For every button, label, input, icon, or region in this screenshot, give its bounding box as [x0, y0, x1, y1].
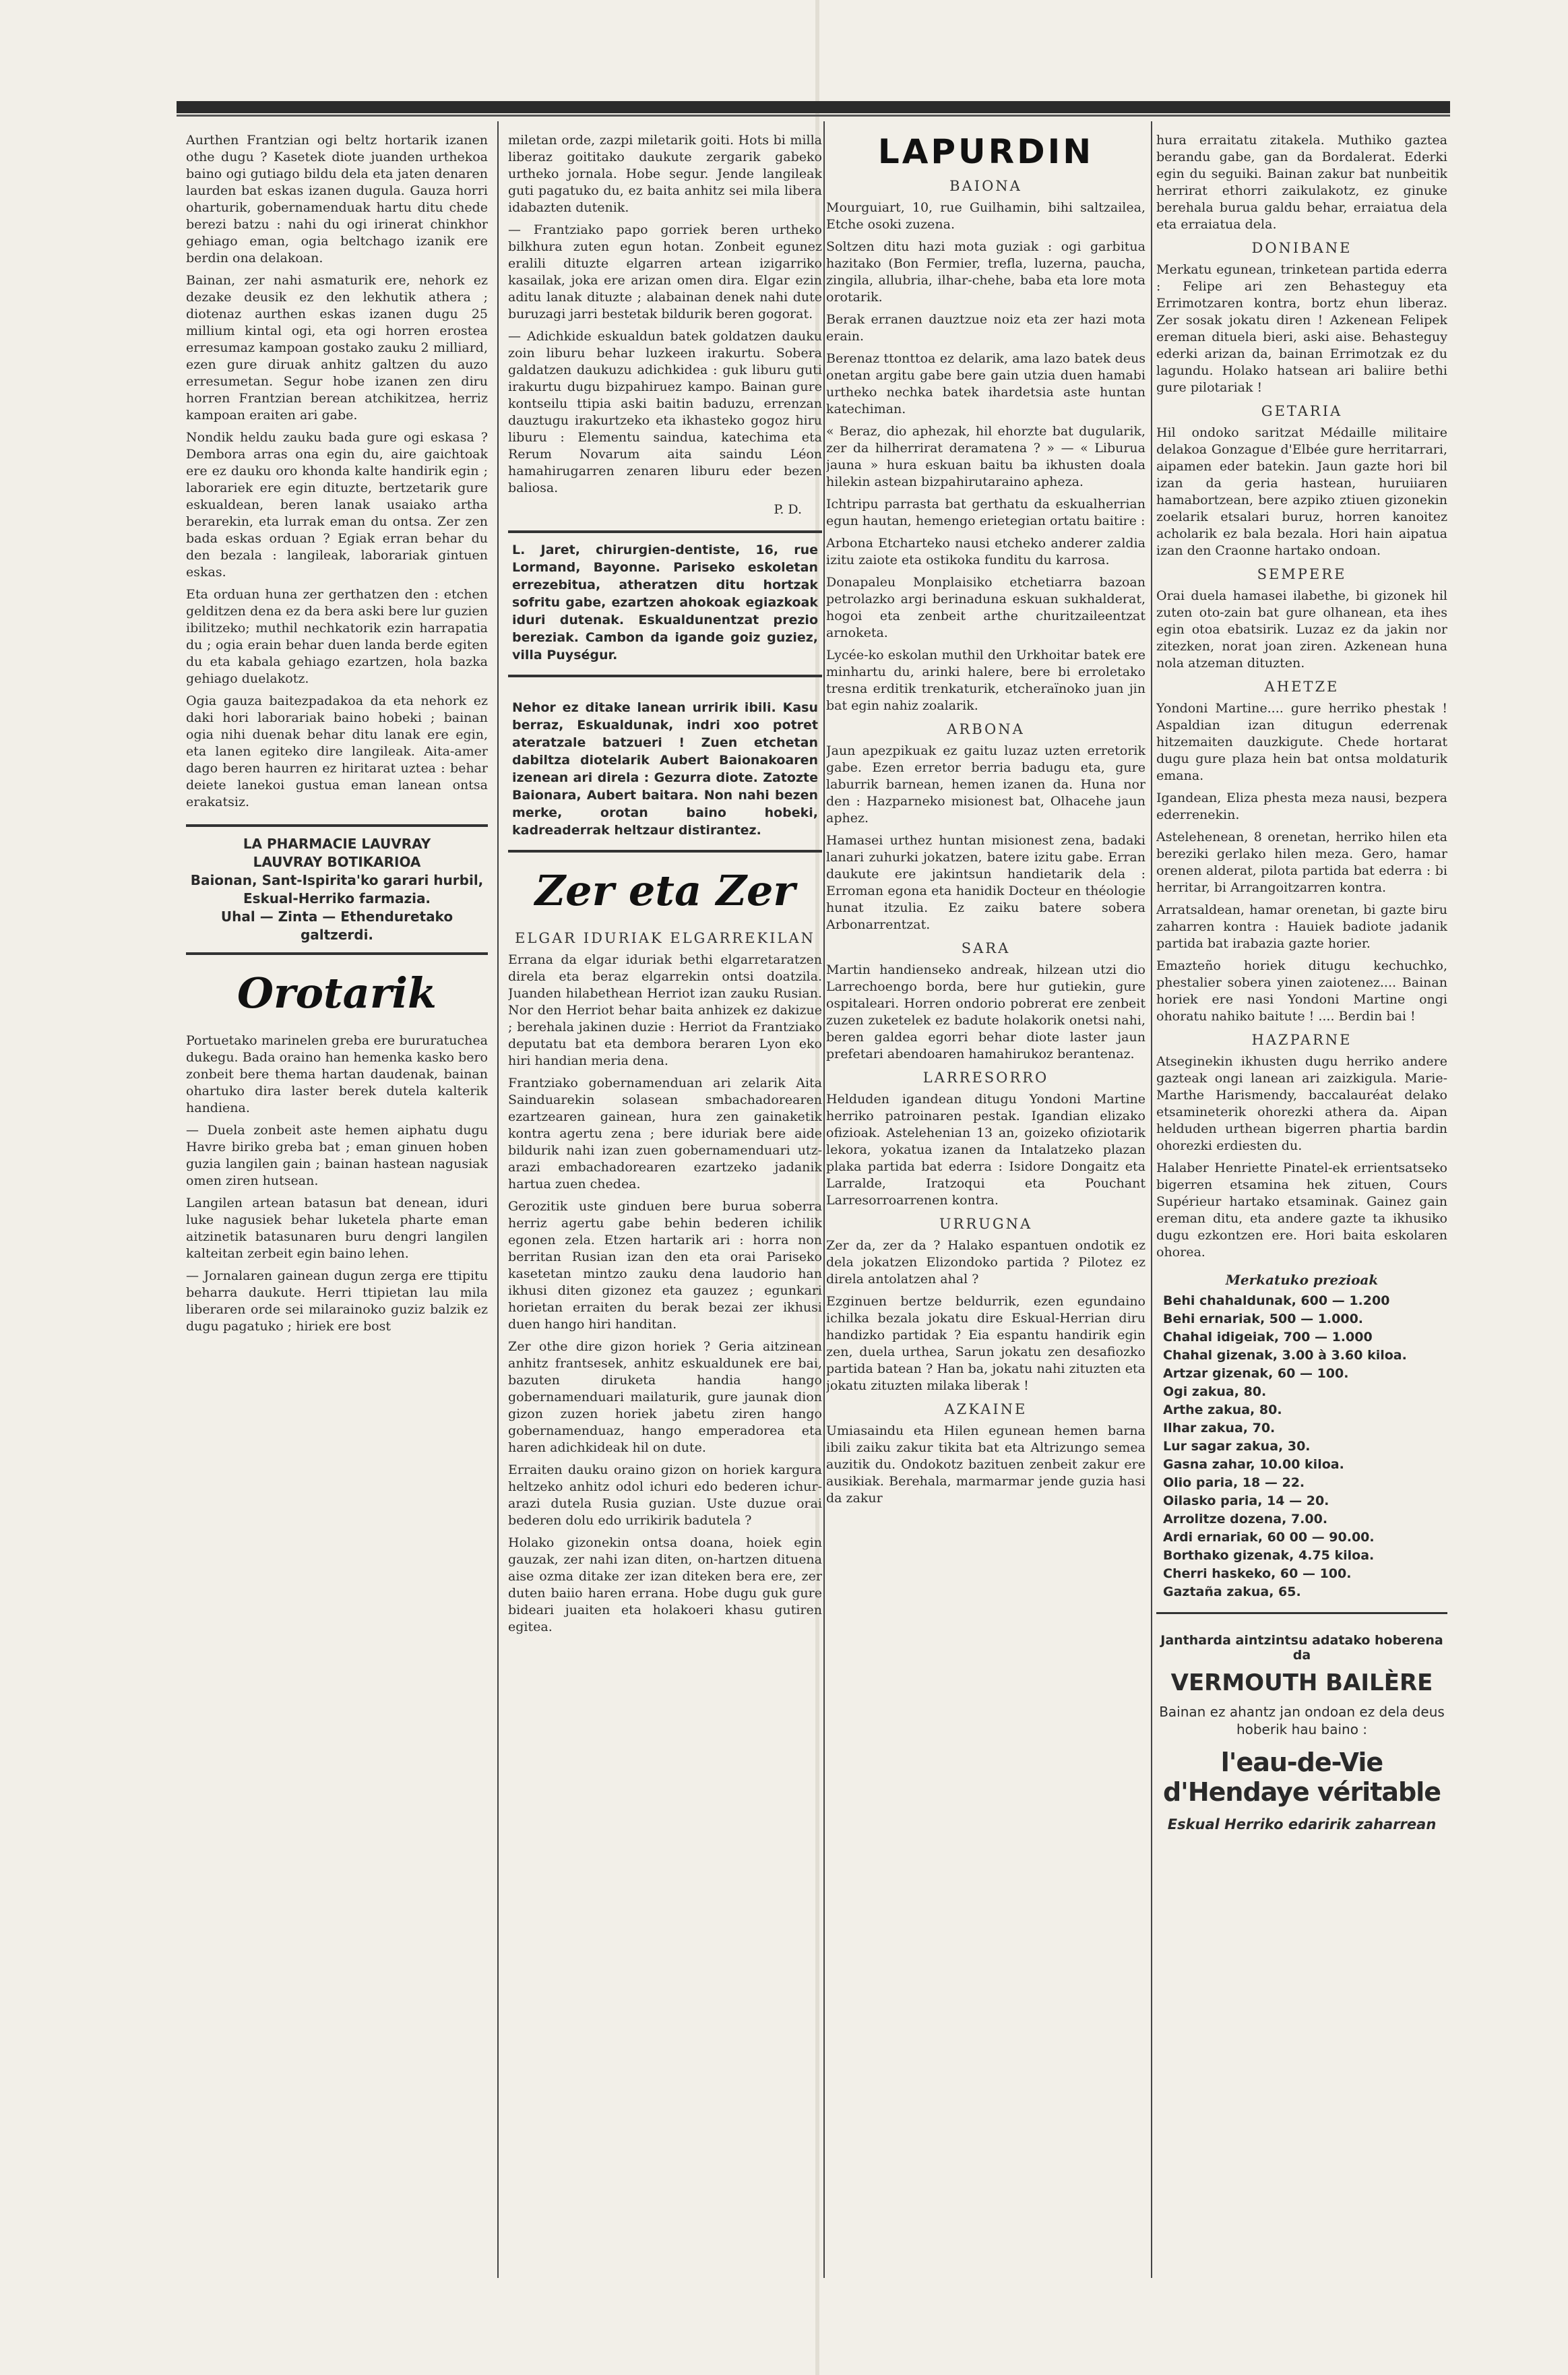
header-rule: [177, 101, 1450, 113]
pharmacie-ad: [186, 824, 488, 955]
price-item: Ardi ernariak, 60 00 — 90.00.: [1163, 1530, 1375, 1545]
ad-line: Uhal — Zinta — Ethenduretako: [220, 908, 453, 925]
ad-line: LAUVRAY BOTIKARIOA: [253, 854, 421, 870]
article-paragraph: Arratsaldean, hamar orenetan, bi gazte biru zaharren kontra : Hauiek badiote jadanik partida bat irabazia gazte horier.: [1156, 902, 1447, 951]
article-paragraph: Umiasaindu eta Hilen egunean hemen barna ibili zaiku zakur tikita bat eta Altrizungo semea auzitik du. Ondokotz bazituen zenbeit zakur ere ausikiak. Berehala, marmarmar jende guzia hasi da zakur: [826, 1423, 1146, 1506]
article-paragraph: Ichtripu parrasta bat gerthatu da eskualherrian egun hautan, hemengo erietegian ortatu baitire :: [826, 497, 1146, 528]
ad-text: Nehor ez ditake lanean urririk ibili. Kasu berraz, Eskualdunak, indri xoo potret ateratzale batzueri ! Zuen etchetan dabiltza diotelarik Aubert Baionakoaren izenean ari direla : Gezurra diote. Zatozte Baionara, Aubert baitara. Non nahi bezen merke, orotan baino hobeki, kadreaderrak heltzaur distirantez.: [512, 700, 818, 838]
article-paragraph: Yondoni Martine.... gure herriko phestak ! Aspaldian izan ditugun ederrenak hitzemaiten dauzkigute. Chede hortarat dugu gure plaza hein bat ontsa moldaturik emana.: [1156, 701, 1447, 783]
ad-line: galtzerdi.: [300, 927, 374, 943]
article-paragraph: Berenaz ttonttoa ez delarik, ama lazo batek deus onetan argitu gabe bere gain utzia duen hamabi urtheko nechka batek ihardetsia aste huntan katechiman.: [826, 351, 1146, 417]
prices-list: [1156, 1292, 1447, 1601]
section-heading: ARBONA: [947, 721, 1025, 737]
article-paragraph: « Beraz, dio aphezak, hil ehorzte bat dugularik, zer da hilherrirat deramatena ? » — « Liburua jauna » hura eskuan baitu ba ikhusten doala hilekin astean bizpahirutaraino apheza.: [826, 424, 1146, 489]
article-paragraph: Berak erranen dauztzue noiz eta zer hazi mota erain.: [826, 312, 1146, 344]
article-paragraph: Hamasei urthez huntan misionest zena, badaki lanari zuhurki jokatzen, batere izitu gabe. Erran daukute ere jakintsun handietarik dela : Erroman egona eta hanidik Docteur en théologie hunat itzulia. Ez zaiku batere sobera Arbonarrentzat.: [826, 833, 1146, 932]
section-heading: LARRESORRO: [922, 1070, 1049, 1086]
price-item: Cherri haskeko, 60 — 100.: [1163, 1566, 1352, 1581]
price-item: Ilhar zakua, 70.: [1163, 1421, 1276, 1436]
ad-line: Jantharda aintzintsu adatako hoberena da: [1160, 1633, 1443, 1663]
price-item: Oilasko paria, 14 — 20.: [1163, 1493, 1329, 1508]
article-paragraph: miletan orde, zazpi miletarik goiti. Hots bi milla liberaz goititako daukute zergarik gabeko urtheko jornala. Hobe segur. Jende langileak guti pagatuko du, ez baita anhitz sei mila libera idabazten dutenik.: [508, 133, 822, 215]
article-paragraph: Nondik heldu zauku bada gure ogi eskasa ? Dembora arras ona egin du, aire gaichtoak ere ez dauku oro khonda kalte handirik egin ; laborariek ere egin dituzte, bertzetarik gure eskualdean, beren lanak usaiako artha berarekin, eta lurrak eman du ontsa. Zer zen bada eskas orduan ? Egiak erran behar du den bezala : langileak, laborariak gintuen eskas.: [186, 430, 488, 580]
article-paragraph: Igandean, Eliza phesta meza nausi, bezpera ederrenekin.: [1156, 791, 1447, 822]
article-paragraph: Zer da, zer da ? Halako espantuen ondotik ez dela jokatzen Elizondoko partida ? Pilotez ez direla antolatzen ahal ?: [826, 1238, 1146, 1287]
section-heading: GETARIA: [1261, 403, 1343, 419]
article-paragraph: Erraiten dauku oraino gizon on horiek kargura heltzeko anhitz odol ichuri edo bederen ichur-arazi dutela Rusia guzian. Uste duzue orai bederen dolu edo urrikirik badutela ?: [508, 1462, 822, 1528]
article-paragraph: Ogia gauza baitezpadakoa da eta nehork ez daki hori laborariak baino hobeki ; bainan ogia nihi duenak behar ditu lanak ere egin, eta lanen egiteko dire langileak. Aita-amer dago beren haurren ez hiritarat uztea : behar deiete lanekoi gustua eman lanean ontsa erakatsiz.: [186, 693, 488, 809]
ad-brand: VERMOUTH BAILÈRE: [1170, 1669, 1433, 1696]
column-divider: [497, 121, 499, 2278]
prices-title: Merkatuko prezioak: [1225, 1272, 1379, 1288]
section-title-zer-eta-zer: Zer eta Zer: [534, 866, 796, 915]
article-paragraph: Orai duela hamasei ilabethe, bi gizonek hil zuten oto-zain bat gure olhanean, eta ihes egin otoa ebatsirik. Luzaz ez da jakin nor zitezken, norat joan ziren. Azkenean huna nola atzeman dituzten.: [1156, 588, 1447, 671]
ad-text: L. Jaret, chirurgien-dentiste, 16, rue Lormand, Bayonne. Pariseko eskoletan errezebitua, atheratzen ditu hortzak sofritu gabe, ezartzen ahokoak egiazkoak iduri dutenak. Eskualdunentzat prezio bereziak. Cambon da igande goiz guziez, villa Puységur.: [512, 543, 818, 662]
ad-line: LA PHARMACIE LAUVRAY: [243, 836, 431, 852]
section-subtitle: ELGAR IDURIAK ELGARREKILAN: [515, 930, 815, 946]
ad-line: Eskual Herriko edaririk zaharrean: [1167, 1816, 1437, 1832]
article-paragraph: Lycée-ko eskolan muthil den Urkhoitar batek ere minhartu du, arinki halere, bere bi erroletako tresna erditik trenkaturik, etcheraïnoko juan jin bat egin nahiz zoalarik.: [826, 648, 1146, 713]
article-paragraph: Jaun apezpikuak ez gaitu luzaz uzten erretorik gabe. Ezen erretor berria badugu eta, gure laburrik barnean, hemen izanen da. Huna nor den : Hazparneko misionest bat, Olhacehe jaun aphez.: [826, 743, 1146, 826]
article-paragraph: Martin handienseko andreak, hilzean utzi dio Larrechoengo borda, bere hur gutiekin, gure ospitaleari. Horren ondorio pobrerat ere zenbeit zuzen zuketelek ez badute holakorik onetsi nahi, beren galdea egorri behar diote laster jaun prefetari abendoaren hamahirukoz berantenaz.: [826, 962, 1146, 1061]
article-paragraph: hura erraitatu zitakela. Muthiko gaztea berandu gabe, gan da Bordalerat. Ederki egin du seguiki. Bainan zakur bat nunbeitik herrirat ethorri zaikulakotz, ez ginuke berehala burua galdu behar, erraiatua dela eta erraiatua dela.: [1156, 133, 1447, 232]
price-item: Ogi zakua, 80.: [1163, 1384, 1267, 1399]
section-heading: AZKAINE: [944, 1401, 1028, 1417]
article-paragraph: Portuetako marinelen greba ere bururatuchea dukegu. Bada oraino han hemenka kasko bero zonbeit bere thema hartan daudenak, bainan ohartuko dira laster berek dutela kalterik handiena.: [186, 1033, 488, 1115]
article-paragraph: Mourguiart, 10, rue Guilhamin, bihi saltzailea, Etche osoki zuzena.: [826, 200, 1146, 232]
article-paragraph: Zer othe dire gizon horiek ? Geria aitzinean anhitz frantsesek, anhitz eskualdunek ere bai, bazuten diruketa handia hango gobernamenduari mailaturik, gure jaunak dion gizon zuzen horiek jabetu ziren hango gobernamenduaz, hango emperadorea eta haren adichkideak hil on dute.: [508, 1339, 822, 1455]
article-paragraph: — Duela zonbeit aste hemen aiphatu dugu Havre biriko greba bat ; eman ginuen hoben guzia langilen gain ; bainan hastean nagusiak omen ziren hutsean.: [186, 1123, 488, 1188]
article-paragraph: Atseginekin ikhusten dugu herriko andere gazteak ongi lanean ari zaizkigula. Marie-Marthe Harismendy, baccalauréat delako etsamineterik ohorezki athera da. Aipan helduden urthean bigerren phartia bardin ohorezki erdiesten du.: [1156, 1054, 1447, 1153]
price-item: Arrolitze dozena, 7.00.: [1163, 1512, 1328, 1526]
article-paragraph: Holako gizonekin ontsa doana, hoiek egin gauzak, zer nahi izan diten, on-hartzen dituena aise ozma ditake zer izan diteken bera ere, zer duten baiio haren errana. Hobe dugu guk gure bideari juaiten eta holakoeri khasu gutiren egitea.: [508, 1535, 822, 1634]
header-rule-thin: [177, 115, 1450, 117]
price-item: Behi chahaldunak, 600 — 1.200: [1163, 1293, 1390, 1308]
section-heading: HAZPARNE: [1251, 1032, 1352, 1048]
price-item: Olio paria, 18 — 22.: [1163, 1475, 1305, 1490]
article-paragraph: — Adichkide eskualdun batek goldatzen dauku zoin liburu behar luzkeen irakurtu. Sobera galdatzen daukuzu adichkidea : guk liburu guti irakurtu dugu bizpahiruez kampo. Bainan gure kontseilu ttipia aski baitin baduzu, errenzan dauztugu irakurtzeko eta ikhasteko gogoz hiru liburu : Elementu saindua, katechima eta Rerum Novarum aita saindu Léon hamahirugarren zenaren liburu eder bezen baliosa.: [508, 329, 822, 495]
section-heading: SEMPERE: [1257, 566, 1347, 582]
column-divider: [823, 121, 825, 2278]
article-paragraph: Astelehenean, 8 orenetan, herriko hilen eta bereziki gerlako hilen meza. Gero, hamar orenen alderat, pilota partida bat ederra : bi herritar, bi Arrangoitzarren kontra.: [1156, 830, 1447, 895]
article-paragraph: Emazteño horiek ditugu kechuchko, phestalier sobera yinen zaiotenez.... Bainan horiek ere nasi Yondoni Martine ongi ohoratu nahiko baitute ! .... Berdin bai !: [1156, 958, 1447, 1024]
price-item: Chahal idigeiak, 700 — 1.000: [1163, 1330, 1373, 1345]
column-divider: [1151, 121, 1152, 2278]
article-paragraph: Errana da elgar iduriak bethi elgarretaratzen direla eta beraz elgarrekin ontsi doatzila. Juanden hilabethean Herriot izan zauku Rusian. Nor den Herriot behar baita anhizek ez dakizue ; berehala jakinen duzie : Herriot da Frantziako deputatu bat eta dembora beraren Lyon eko hiri handian meria dena.: [508, 952, 822, 1068]
signature: P. D.: [774, 502, 802, 517]
dentist-ad: [508, 530, 822, 677]
price-item: Chahal gizenak, 3.00 à 3.60 kiloa.: [1163, 1348, 1407, 1363]
article-paragraph: Gerozitik uste ginduen bere burua soberra herriz agertu gabe behin bederen ichilik egonen zela. Etzen hartarik ari : horra non berritan Rusian izan den eta orai Pariseko kasetetan mintzo zauku dena laudorio han ikhusi diten gizonez eta gauzez ; egunkari horietan erraiten du berak bezai zer ikhusi duen hango hiri handitan.: [508, 1199, 822, 1332]
section-heading: SARA: [961, 940, 1011, 956]
article-paragraph: Halaber Henriette Pinatel-ek errientsatseko bigerren etsamina hek zituen, Cours Supérieur hartako etsaminak. Gainez gain ereman ditu, eta andere gazte ta ikhusiko dugu ezkontzen ere. Hori baita eskolaren ohorea.: [1156, 1161, 1447, 1260]
section-heading: AHETZE: [1264, 679, 1340, 695]
section-title-lapurdin: LAPURDIN: [877, 132, 1094, 171]
column-4: [1156, 132, 1447, 1832]
ad-brand: l'eau-de-Vie d'Hendaye véritable: [1162, 1748, 1441, 1807]
ad-line: Baionan, Sant-Ispirita'ko garari hurbil,: [190, 872, 484, 888]
column-3: [826, 132, 1146, 1512]
article-paragraph: Merkatu egunean, trinketean partida ederra : Felipe ari zen Behasteguy eta Errimotzaren kontra, bortz ehun liberaz. Zer sosak jokatu diren ! Azkenean Felipek ereman dituela bieri, aski aise. Behasteguy ederki arizan da, bainan Errimotzak ez du lagundu. Holako hatsean ari baliire bethi gure pilotariak !: [1156, 262, 1447, 395]
article-paragraph: Arbona Etcharteko nausi etcheko anderer zaldia izitu zaiote eta ostikoka funditu du karrosa.: [826, 536, 1146, 567]
vermouth-ad: [1156, 1612, 1447, 1832]
article-paragraph: Frantziako gobernamenduan ari zelarik Aita Sainduarekin solasean smbachadorearen ezartzearen gainean, hura zen gainaketik kontra agertu zena ; bere iduriak bere aide bildurik nahi izan zuen gobernamenduari utz-arazi embachadorearen ezartzeko jadanik hartua zuen chedea.: [508, 1076, 822, 1192]
article-paragraph: Ezginuen bertze beldurrik, ezen egundaino ichilka bezala jokatu dire Eskual-Herrian diru handizko partidak ? Eia espantu handirik egin zen, duela urthea, Sarun jokatu zen desafiozko partida batean ? Han ba, jokatu nahi zituzten eta jokatu zituzten milaka liberak !: [826, 1294, 1146, 1393]
price-item: Borthako gizenak, 4.75 kiloa.: [1163, 1548, 1375, 1563]
article-paragraph: Eta orduan huna zer gerthatzen den : etchen gelditzen dena ez da bera aski bere lur guzien ibilitzeko; muthil nechkatorik ezin harrapatia du ; ogia erain behar duen landa berde egiten du eta kabala gehiago ezartzen, hola bazka gehiago duelakotz.: [186, 587, 488, 686]
article-paragraph: Aurthen Frantzian ogi beltz hortarik izanen othe dugu ? Kasetek diote juanden urthekoa baino ogi gutiago bildu dela eta jaten denaren laurden bat eskas izanen dugula. Gauza horri oharturik, gobernamenduak hartu ditu chede berezi batzu : nahi du ogi irinerat chinkhor gehiago eman, ogia beltchago izanik ere berdin ona delakoan.: [186, 133, 488, 266]
section-heading: URRUGNA: [939, 1216, 1033, 1232]
ad-line: Bainan ez ahantz jan ondoan ez dela deus hoberik hau baino :: [1159, 1704, 1445, 1737]
article-paragraph: Hil ondoko saritzat Médaille militaire delakoa Gonzague d'Elbée gure herritarrari, aipamen eder batekin. Jaun gazte hori bil izan da geria hastean, huruiiaren hamabortzean, bere azpiko ztiuen gizonekin zoelarik etsalari buruz, horren kanoitez acholarik ez bala bezala. Hori hain aipatua izan den Craonne hartako ondoan.: [1156, 425, 1447, 558]
article-paragraph: Bainan, zer nahi asmaturik ere, nehork ez dezake deusik ez den lekhutik athera ; diotenaz aurthen eskas izanen dugu 25 millium kintal ogi, eta ogi horren erostea erresumaz kampoan gostako zauku 2 milliard, ezen gure diruak anhitz galtzen du auzo erresumetan. Segur hobe izanen zen diru horren Frantzian berean atchikitzea, herriz kampoan eraiten ari gabe.: [186, 273, 488, 423]
price-item: Gasna zahar, 10.00 kiloa.: [1163, 1457, 1344, 1472]
column-2: [508, 132, 822, 1641]
photographer-ad: [508, 691, 822, 853]
price-item: Artzar gizenak, 60 — 100.: [1163, 1366, 1349, 1381]
article-paragraph: Helduden igandean ditugu Yondoni Martine herriko patroinaren pestak. Igandian elizako ofizioak. Astelehenian 13 an, goizeko ofiziotarik lekora, yokatua izanen da Intalatzeko plazan plaka partida bat ederra : Isidore Dongaitz eta Larralde, Iratzoqui eta Pouchant Larresorroarrenen kontra.: [826, 1092, 1146, 1208]
ad-line: Eskual-Herriko farmazia.: [243, 890, 431, 906]
price-item: Lur sagar zakua, 30.: [1163, 1439, 1311, 1454]
article-paragraph: — Frantziako papo gorriek beren urtheko bilkhura zuten egun hotan. Zonbeit egunez eralili dituzte elgarren artean izigarriko kasailak, joka ere arizan omen dira. Elgar ezin aditu lanak dituzte ; alabainan denek nahi dute buruzagi jarri bestetak bildurik beren gogorat.: [508, 222, 822, 321]
article-paragraph: Soltzen ditu hazi mota guziak : ogi garbitua hazitako (Bon Fermier, trefla, luzerna, paucha, zingila, allubria, ilhar-chehe, baba eta lore mota orotarik.: [826, 239, 1146, 305]
article-paragraph: Donapaleu Monplaisiko etchetiarra bazoan petrolazko argi berinaduna eskuan sukhalderat, hogoi eta zenbeit arthe churitzaileentzat arnoketa.: [826, 575, 1146, 640]
section-heading: DONIBANE: [1251, 240, 1352, 256]
section-heading: BAIONA: [949, 178, 1022, 194]
article-paragraph: — Jornalaren gainean dugun zerga ere ttipitu beharra daukute. Herri ttipietan lau mila liberaren orde sei milarainoko guziz balzik ez dugu pagatuko ; hiriek ere bost: [186, 1268, 488, 1334]
article-paragraph: Langilen artean batasun bat denean, iduri luke nagusiek behar luketela pharte eman aitzinetik batasunaren buru dengri langilen kalteitan zerbeit egin baino lehen.: [186, 1196, 488, 1261]
price-item: Behi ernariak, 500 — 1.000.: [1163, 1312, 1364, 1326]
section-title-orotarik: Orotarik: [237, 968, 437, 1018]
price-item: Arthe zakua, 80.: [1163, 1402, 1282, 1417]
price-item: Gaztaña zakua, 65.: [1163, 1584, 1301, 1599]
column-1: [186, 132, 488, 1340]
